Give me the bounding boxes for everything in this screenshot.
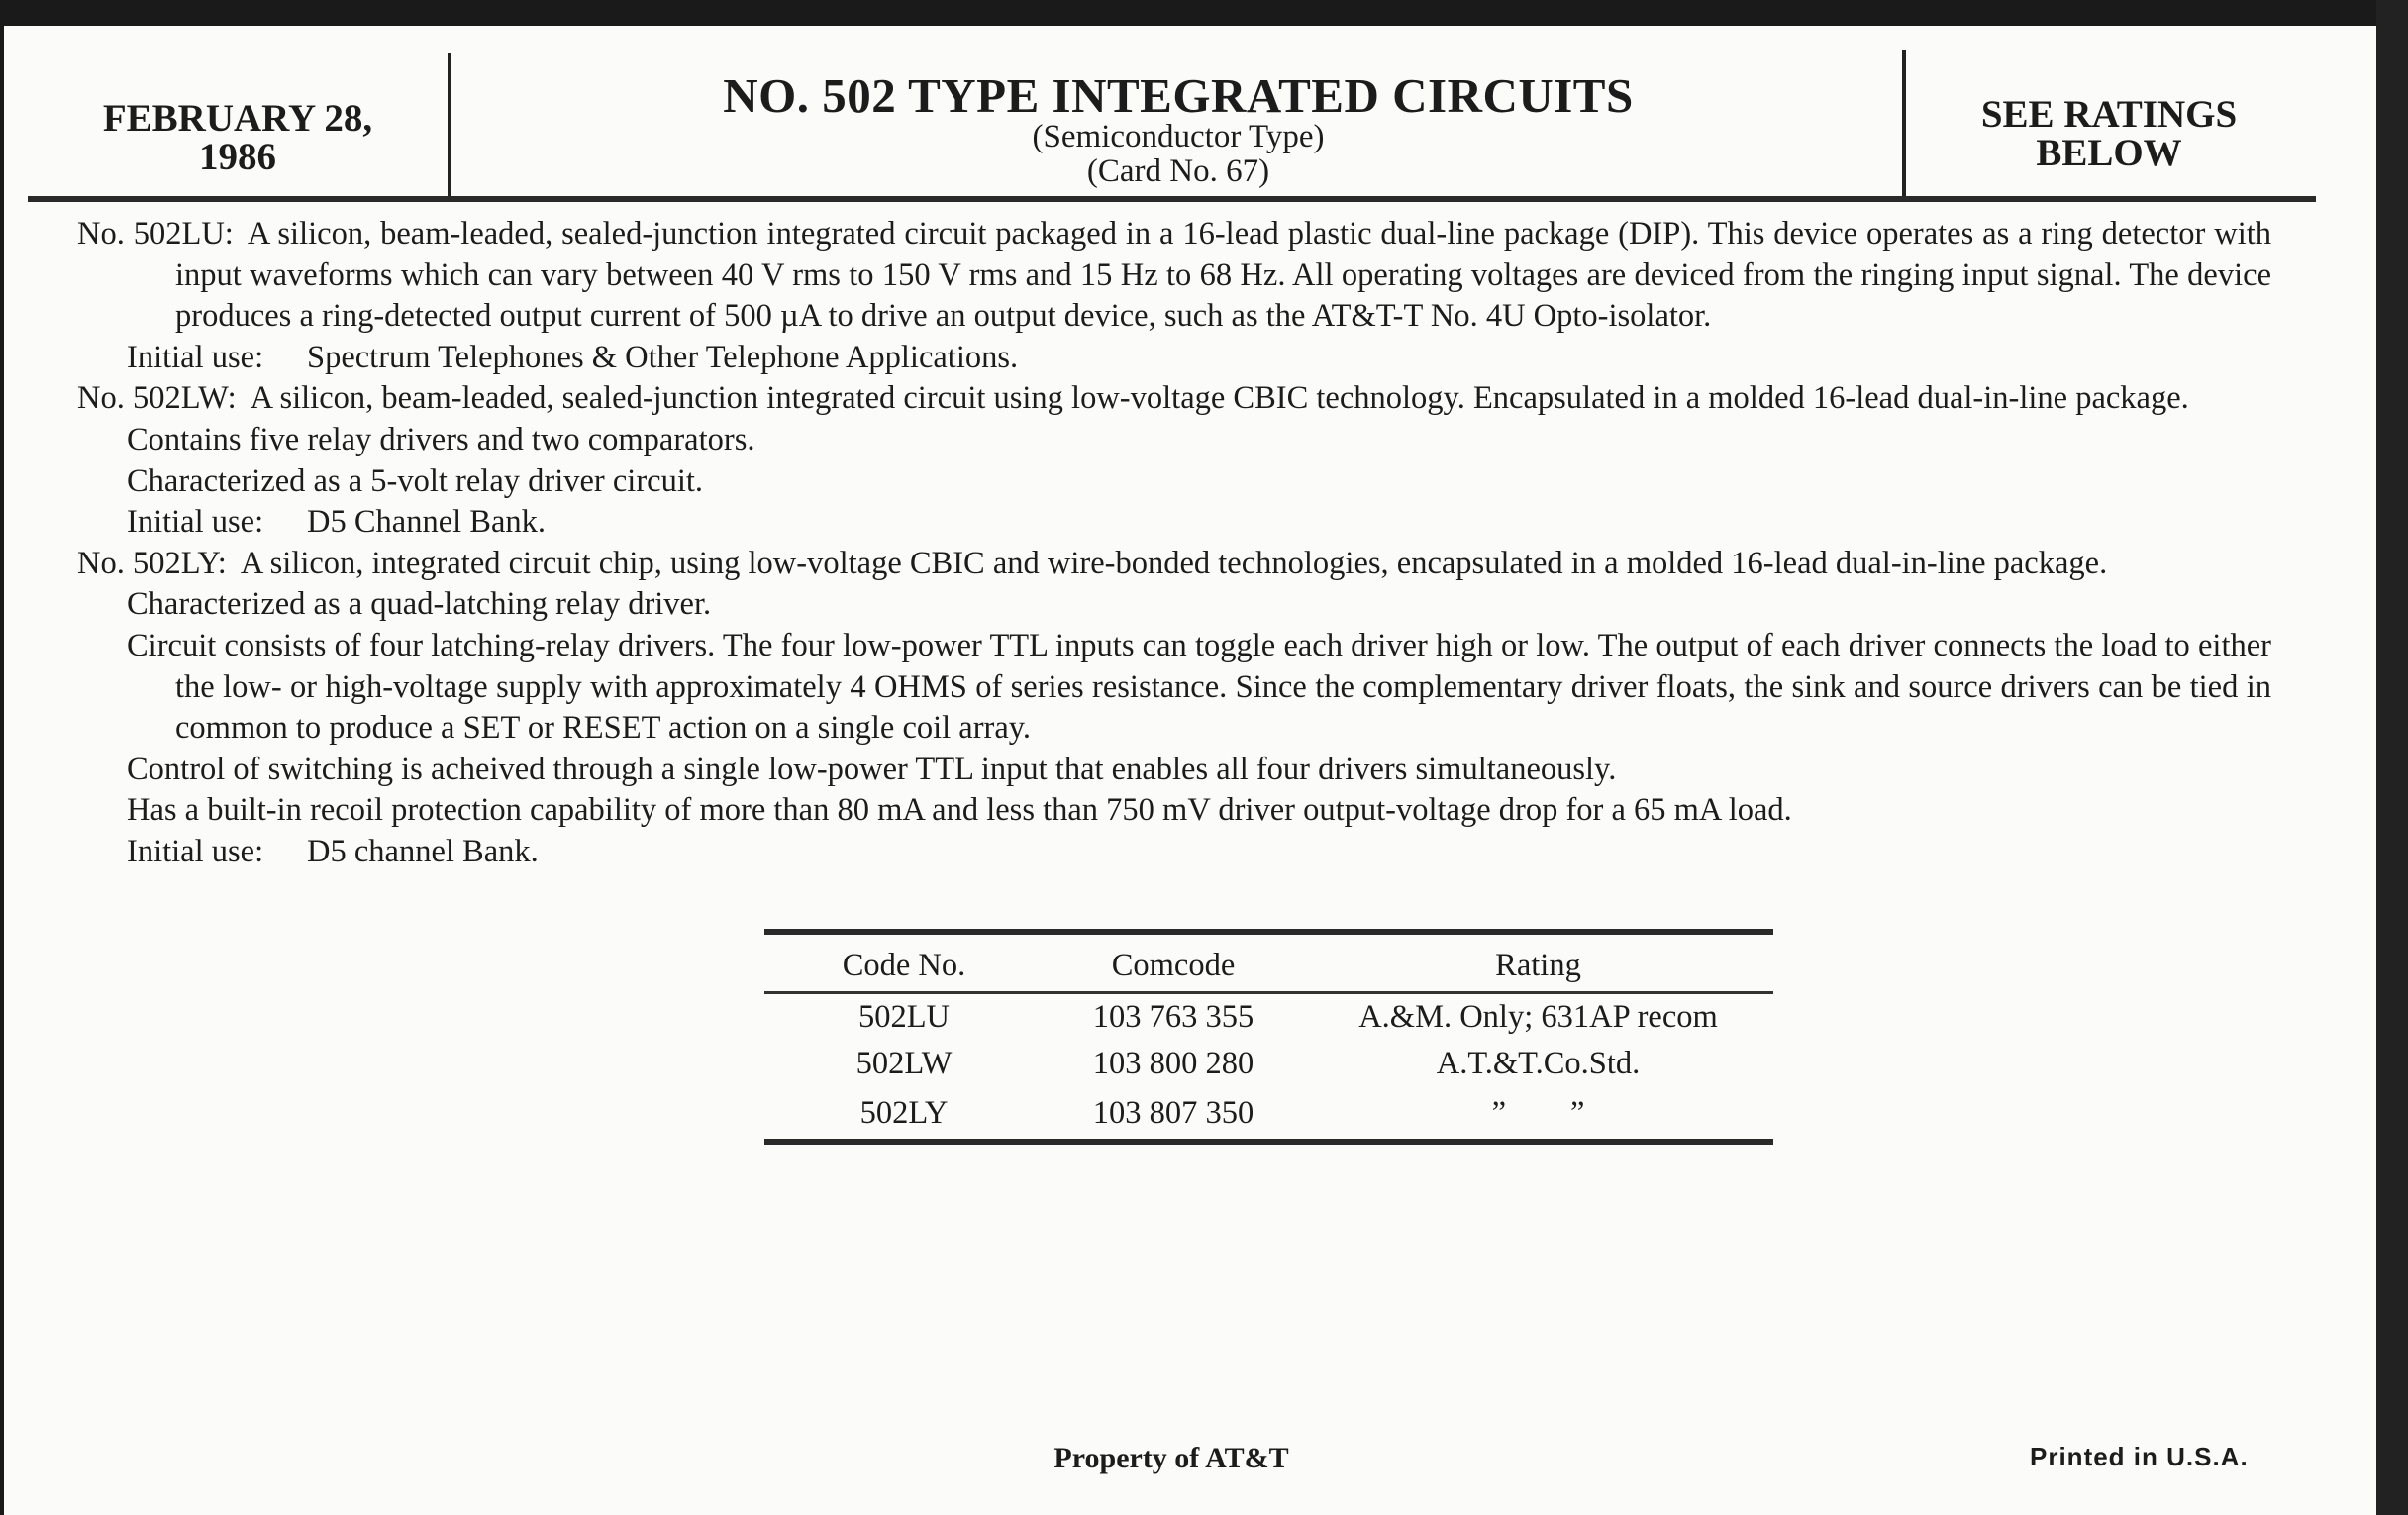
ratings-line: BELOW [2036,132,2182,174]
detail-text: Control of switching is acheived through a single low-power TTL input that enables all four drivers simultaneously. [127,751,1617,787]
header-divider [1902,50,1906,198]
detail-label: Initial use: [127,833,264,869]
entry-detail [77,626,2271,750]
date-line: FEBRUARY 28, [102,97,373,140]
column-header: Comcode [1044,932,1303,993]
detail-text: Contains five relay drivers and two comparators. [127,421,755,457]
header-rule [28,196,2316,202]
entry-label: No. 502LW: [77,380,237,417]
cell: ” ” [1303,1087,1773,1142]
scan-edge [2376,0,2408,1515]
page-title: NO. 502 TYPE INTEGRATED CIRCUITS [723,68,1634,123]
property-notice: Property of AT&T [1054,1442,1289,1474]
entry-detail [77,502,2271,544]
card-number: (Card No. 67) [1086,152,1270,189]
ratings-note [1911,95,2307,172]
entry-detail [77,338,2271,379]
title-block [455,68,1901,189]
date-year: 1986 [199,136,276,178]
column-header: Code No. [764,932,1044,993]
table-row [764,993,1773,1042]
column-header: Rating [1303,932,1773,993]
entries [77,214,2271,873]
cell: 103 807 350 [1044,1087,1303,1142]
entry [77,544,2271,585]
cell: A.T.&T.Co.Std. [1436,1046,1641,1081]
entry-detail [77,584,2271,626]
header-divider [448,53,452,200]
detail-text: Characterized as a 5-volt relay driver circuit. [127,462,704,499]
cell: 103 763 355 [1092,999,1254,1035]
date-block [30,99,446,176]
ratings-line: SEE RATINGS [1980,93,2238,136]
printed-notice: Printed in U.S.A. [2030,1442,2249,1471]
entry [77,214,2271,338]
detail-label: Initial use: [127,504,264,541]
detail-text: D5 channel Bank. [307,833,539,869]
entry-text: A silicon, beam-leaded, sealed-junction integrated circuit packaged in a 16-lead plastic dual-line package (DIP). This device operates as a ring detector with input waveforms which can vary between 40 V rms to 150 V rms and 15 Hz to 68 Hz. All operating voltages are deviced from the ringing input signal. The device produces a ring-detected output current of 500 µA to drive an output device, such as the AT&T-T No. 4U Opto-isolator. [175,216,2271,335]
detail-text: Characterized as a quad-latching relay driver. [127,586,712,623]
detail-text: Circuit consists of four latching-relay drivers. The four low-power TTL inputs can toggle each driver high or low. The output of each driver connects the load to either the low- or high-voltage supply with approximately 4 OHMS of series resistance. Since the complementary driver floats, the sink and source drivers can be tied in common to produce a SET or RESET action on a single coil array. [127,627,2271,747]
detail-text: Spectrum Telephones & Other Telephone Applications. [307,339,1019,375]
entry-detail [77,750,2271,791]
entry [77,378,2271,420]
entry-detail [77,832,2271,873]
entry-detail [77,420,2271,461]
cell: 502LU [857,999,951,1035]
subtitle: (Semiconductor Type) [1032,119,1325,154]
cell: 502LY [764,1087,1044,1142]
entry-text: A silicon, beam-leaded, sealed-junction integrated circuit using low-voltage CBIC technology. Encapsulated in a molded 16-lead dual-in-line package. [250,380,2189,417]
entry-detail [77,461,2271,503]
table-header-row [764,932,1773,993]
entry-detail [77,790,2271,832]
entry-text: A silicon, integrated circuit chip, using low-voltage CBIC and wire-bonded technologies, encapsulated in a molded 16-lead dual-in-line package. [240,545,2108,581]
detail-text: D5 Channel Bank. [307,504,547,541]
detail-label: Initial use: [127,339,264,375]
cell: 502LW [855,1046,953,1081]
detail-text: Has a built-in recoil protection capability of more than 80 mA and less than 750 mV driver output-voltage drop for a 65 mA load. [127,792,1792,829]
cell: 103 800 280 [1092,1046,1254,1081]
table-row [764,1041,1773,1087]
entry-label: No. 502LY: [77,545,227,581]
entry-label: No. 502LU: [77,216,234,252]
cell: A.&M. Only; 631AP recom [1358,999,1718,1035]
ratings-table [764,929,1773,1145]
table-row [764,1087,1773,1142]
